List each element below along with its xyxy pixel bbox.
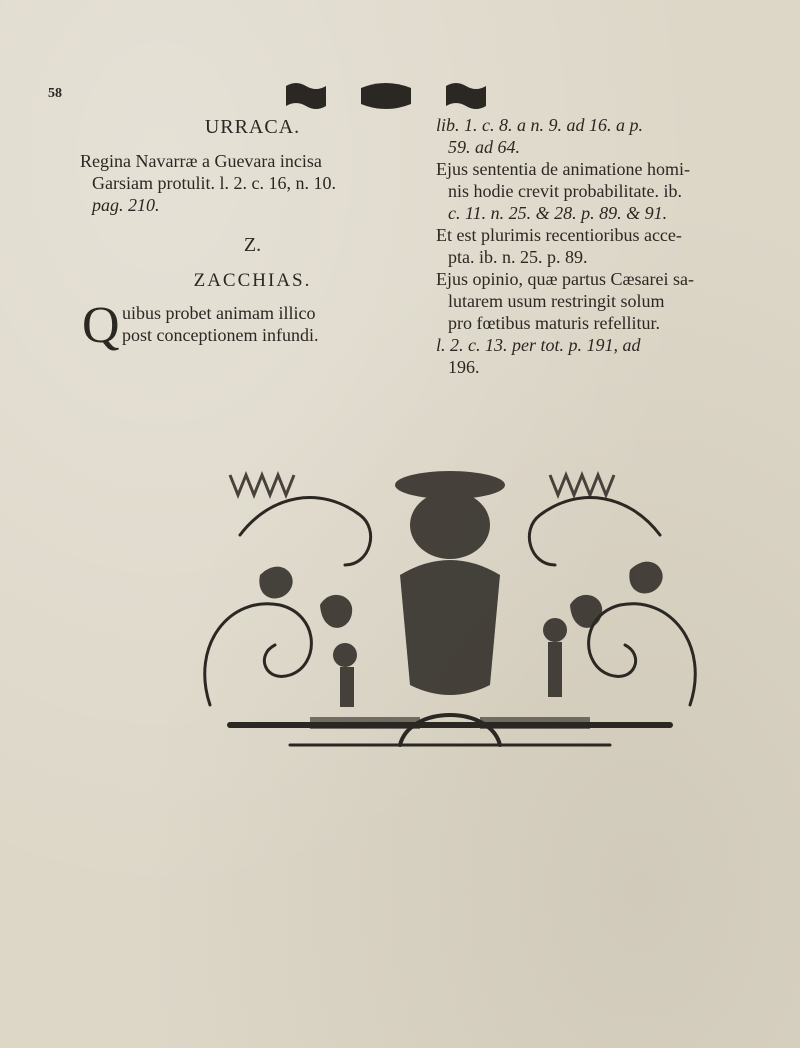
text-line: lib. 1. c. 8. a n. 9. ad 16. a p. [436, 115, 643, 135]
text-line: pag. 210. [92, 195, 160, 215]
text-line: uibus probet animam illico [122, 303, 316, 323]
text-line: post conceptionem infundi. [122, 325, 319, 345]
right-column [436, 114, 776, 378]
ornamental-vignette-icon [170, 455, 730, 775]
dropcap: Q [82, 297, 120, 354]
text-line: nis hodie crevit probabilitate. ib. [448, 181, 682, 201]
text-line: Regina Navarræ a Guevara incisa [80, 151, 322, 171]
text-line: lutarem usum restringit solum [448, 291, 665, 311]
dropcap-paragraph [80, 297, 425, 354]
text-line: Garsiam protulit. l. 2. c. 16, n. 10. [92, 173, 336, 193]
text-line: Ejus opinio, quæ partus Cæsarei sa- [436, 269, 694, 289]
text-line: 59. ad 64. [448, 137, 520, 157]
text-line: l. 2. c. 13. per tot. p. 191, ad [436, 335, 641, 355]
text-line: Et est plurimis recentioribus acce- [436, 225, 682, 245]
entry-title-urraca: URRACA. [204, 116, 301, 138]
page-number: 58 [48, 86, 62, 101]
text-line: pta. ib. n. 25. p. 89. [448, 247, 588, 267]
left-column [80, 114, 425, 354]
header-ornament-icon [256, 78, 516, 114]
entry-title-zacchias: ZACCHIAS. [193, 270, 312, 291]
text-line: 196. [448, 357, 480, 377]
text-line: Ejus sententia de animatione homi- [436, 159, 690, 179]
letter-heading: Z. [243, 234, 262, 256]
text-line: c. 11. n. 25. & 28. p. 89. & 91. [448, 203, 668, 223]
text-line: pro fœtibus maturis refellitur. [448, 313, 660, 333]
